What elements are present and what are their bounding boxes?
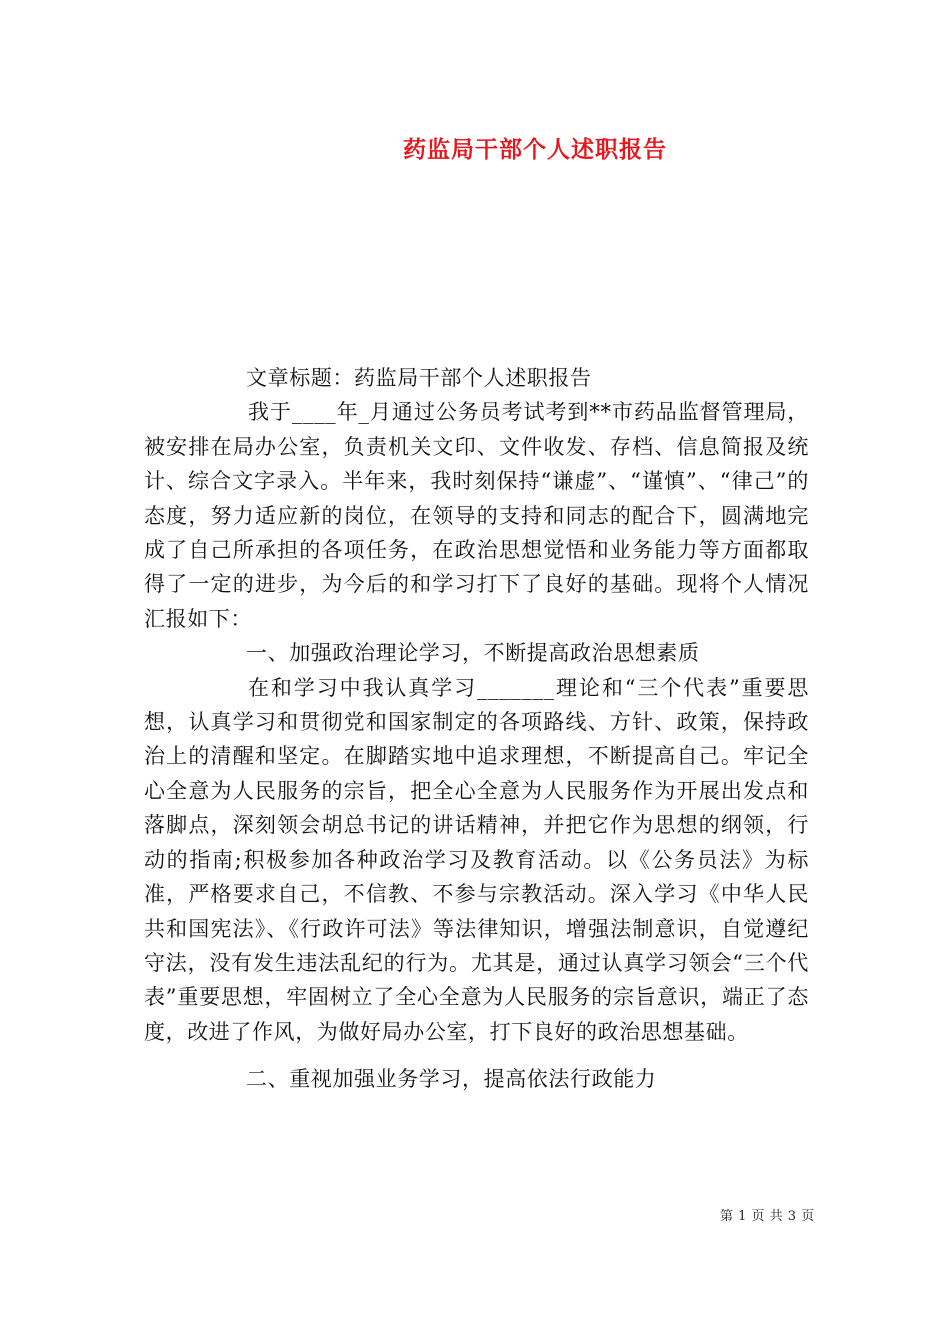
document-body [144, 361, 809, 1097]
article-title-line: 文章标题：药监局干部个人述职报告 [246, 366, 592, 390]
section-heading-1: 一、加强政治理论学习，不断提高政治思想素质 [246, 641, 700, 666]
paragraph-section-1: 在和学习中我认真学习_______理论和“三个代表”重要思想，认真学习和贯彻党和国家制定的各项路线、方针、政策，保持政治上的清醒和坚定。在脚踏实地中追求理想，不断提高自己。牢记全心全意为人民服务的宗旨，把全心全意为人民服务作为开展出发点和落脚点，深刻领会胡总书记的讲话精神，并把它作为思想的纲领，行动的指南;积极参加各种政治学习及教育活动。以《公务员法》为标准，严格要求自己，不信教、不参与宗教活动。深入学习《中华人民共和国宪法》、《行政许可法》等法律知识，增强法制意识，自觉遵纪守法，没有发生违法乱纪的行为。尤其是，通过认真学习领会“三个代表”重要思想，牢固树立了全心全意为人民服务的宗旨意识，端正了态度，改进了作风，为做好局办公室，打下良好的政治思想基础。 [144, 675, 809, 1044]
document-title: 药监局干部个人述职报告 [403, 136, 667, 163]
page-number-footer: 第 1 页 共 3 页 [720, 1209, 815, 1224]
section-heading-2: 二、重视加强业务学习，提高依法行政能力 [246, 1067, 657, 1092]
paragraph-intro: 我于____年_月通过公务员考试考到**市药品监督管理局，被安排在局办公室，负责机关文印、文件收发、存档、信息简报及统计、综合文字录入。半年来，我时刻保持“谦虚”、“谨慎”、“律己”的态度，努力适应新的岗位，在领导的支持和同志的配合下，圆满地完成了自己所承担的各项任务，在政治思想觉悟和业务能力等方面都取得了一定的进步，为今后的和学习打下了良好的基础。现将个人情况汇报如下： [144, 400, 809, 631]
